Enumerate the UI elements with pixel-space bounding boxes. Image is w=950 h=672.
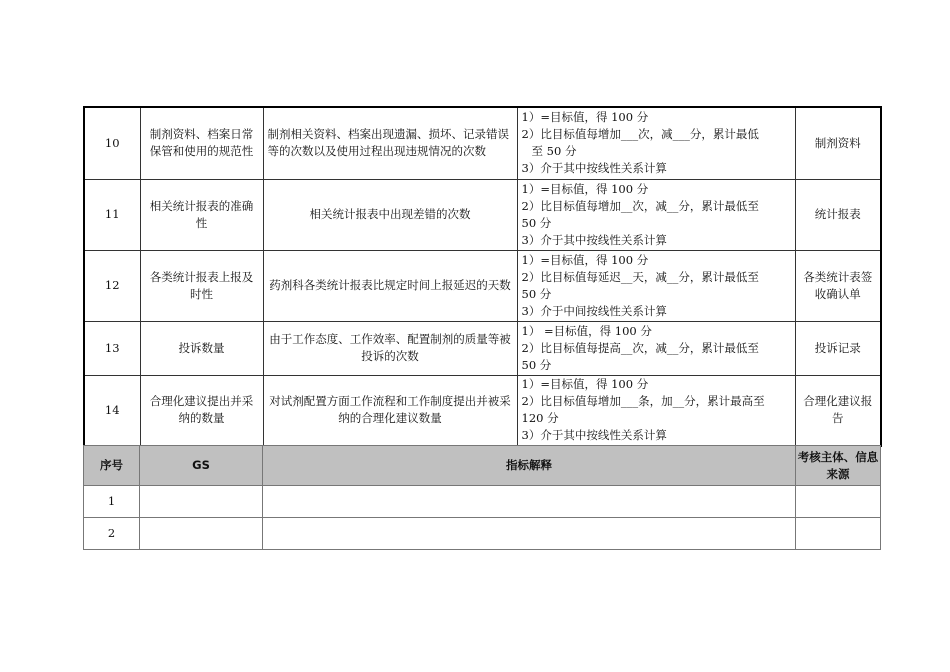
- kpi-name: 相关统计报表的准确性: [140, 179, 263, 250]
- gs-cell: [263, 518, 796, 550]
- kpi-rules: [517, 321, 795, 375]
- kpi-no: 12: [84, 250, 140, 321]
- kpi-table: [83, 106, 882, 447]
- rule-line: 1）=目标值，得 100 分: [521, 377, 649, 392]
- kpi-no: 14: [84, 375, 140, 446]
- kpi-rules: [517, 107, 795, 179]
- rule-line: 3）介于其中按线性关系计算: [521, 428, 667, 443]
- kpi-source: 各类统计表签收确认单: [795, 250, 881, 321]
- gs-cell: [140, 518, 263, 550]
- header-source: 考核主体、信息来源: [796, 446, 881, 486]
- kpi-source: 合理化建议报告: [795, 375, 881, 446]
- kpi-definition: 由于工作态度、工作效率、配置制剂的质量等被投诉的次数: [263, 321, 517, 375]
- gs-no: 2: [84, 518, 140, 550]
- rule-line: 50 分: [521, 286, 552, 301]
- gs-cell: [140, 486, 263, 518]
- kpi-no: 13: [84, 321, 140, 375]
- kpi-name: 合理化建议提出并采纳的数量: [140, 375, 263, 446]
- table-row: [84, 486, 881, 518]
- table-row: [84, 518, 881, 550]
- rule-line: 3）介于中间按线性关系计算: [521, 303, 667, 318]
- rule-line: 2）比目标值每提高__次，减__分，累计最低至: [521, 340, 759, 355]
- gs-table: [83, 445, 881, 550]
- rule-line: 50 分: [521, 215, 552, 230]
- header-gs: GS: [140, 446, 263, 486]
- kpi-source: 制剂资料: [795, 107, 881, 179]
- gs-header-row: [84, 446, 881, 486]
- kpi-definition: 相关统计报表中出现差错的次数: [263, 179, 517, 250]
- rule-line: 120 分: [521, 411, 559, 426]
- kpi-rules: [517, 375, 795, 446]
- kpi-definition: 制剂相关资料、档案出现遗漏、损坏、记录错误等的次数以及使用过程出现违规情况的次数: [263, 107, 517, 179]
- kpi-definition: 药剂科各类统计报表比规定时间上报延迟的天数: [263, 250, 517, 321]
- rule-line: 至 50 分: [531, 144, 577, 159]
- gs-cell: [796, 486, 881, 518]
- rule-line: 1）=目标值，得 100 分: [521, 110, 649, 125]
- gs-cell: [263, 486, 796, 518]
- rule-line: 3）介于其中按线性关系计算: [521, 232, 667, 247]
- table-row: [84, 179, 881, 250]
- rule-line: 3）介于其中按线性关系计算: [521, 161, 667, 176]
- rule-line: 1）=目标值，得 100 分: [521, 252, 649, 267]
- kpi-no: 11: [84, 179, 140, 250]
- rule-line: 50 分: [521, 357, 552, 372]
- gs-cell: [796, 518, 881, 550]
- rule-line: 2）比目标值每增加__次，减__分，累计最低至: [521, 198, 759, 213]
- kpi-source: 统计报表: [795, 179, 881, 250]
- table-row: [84, 321, 881, 375]
- table-row: [84, 107, 881, 179]
- table-row: [84, 375, 881, 446]
- kpi-rules: [517, 250, 795, 321]
- kpi-name: 投诉数量: [140, 321, 263, 375]
- kpi-name: 各类统计报表上报及时性: [140, 250, 263, 321]
- kpi-source: 投诉记录: [795, 321, 881, 375]
- rule-line: 1）=目标值，得 100 分: [521, 181, 649, 196]
- table-row: [84, 250, 881, 321]
- kpi-rules: [517, 179, 795, 250]
- gs-no: 1: [84, 486, 140, 518]
- rule-line: 2）比目标值每增加___条，加__分，累计最高至: [521, 394, 765, 409]
- rule-line: 2）比目标值每增加___次，减___分，累计最低: [521, 127, 759, 142]
- rule-line: 2）比目标值每延迟__天，减__分，累计最低至: [521, 269, 759, 284]
- kpi-no: 10: [84, 107, 140, 179]
- rule-line: 1） =目标值，得 100 分: [521, 323, 652, 338]
- header-explanation: 指标解释: [263, 446, 796, 486]
- header-no: 序号: [84, 446, 140, 486]
- kpi-name: 制剂资料、档案日常保管和使用的规范性: [140, 107, 263, 179]
- kpi-definition: 对试剂配置方面工作流程和工作制度提出并被采纳的合理化建议数量: [263, 375, 517, 446]
